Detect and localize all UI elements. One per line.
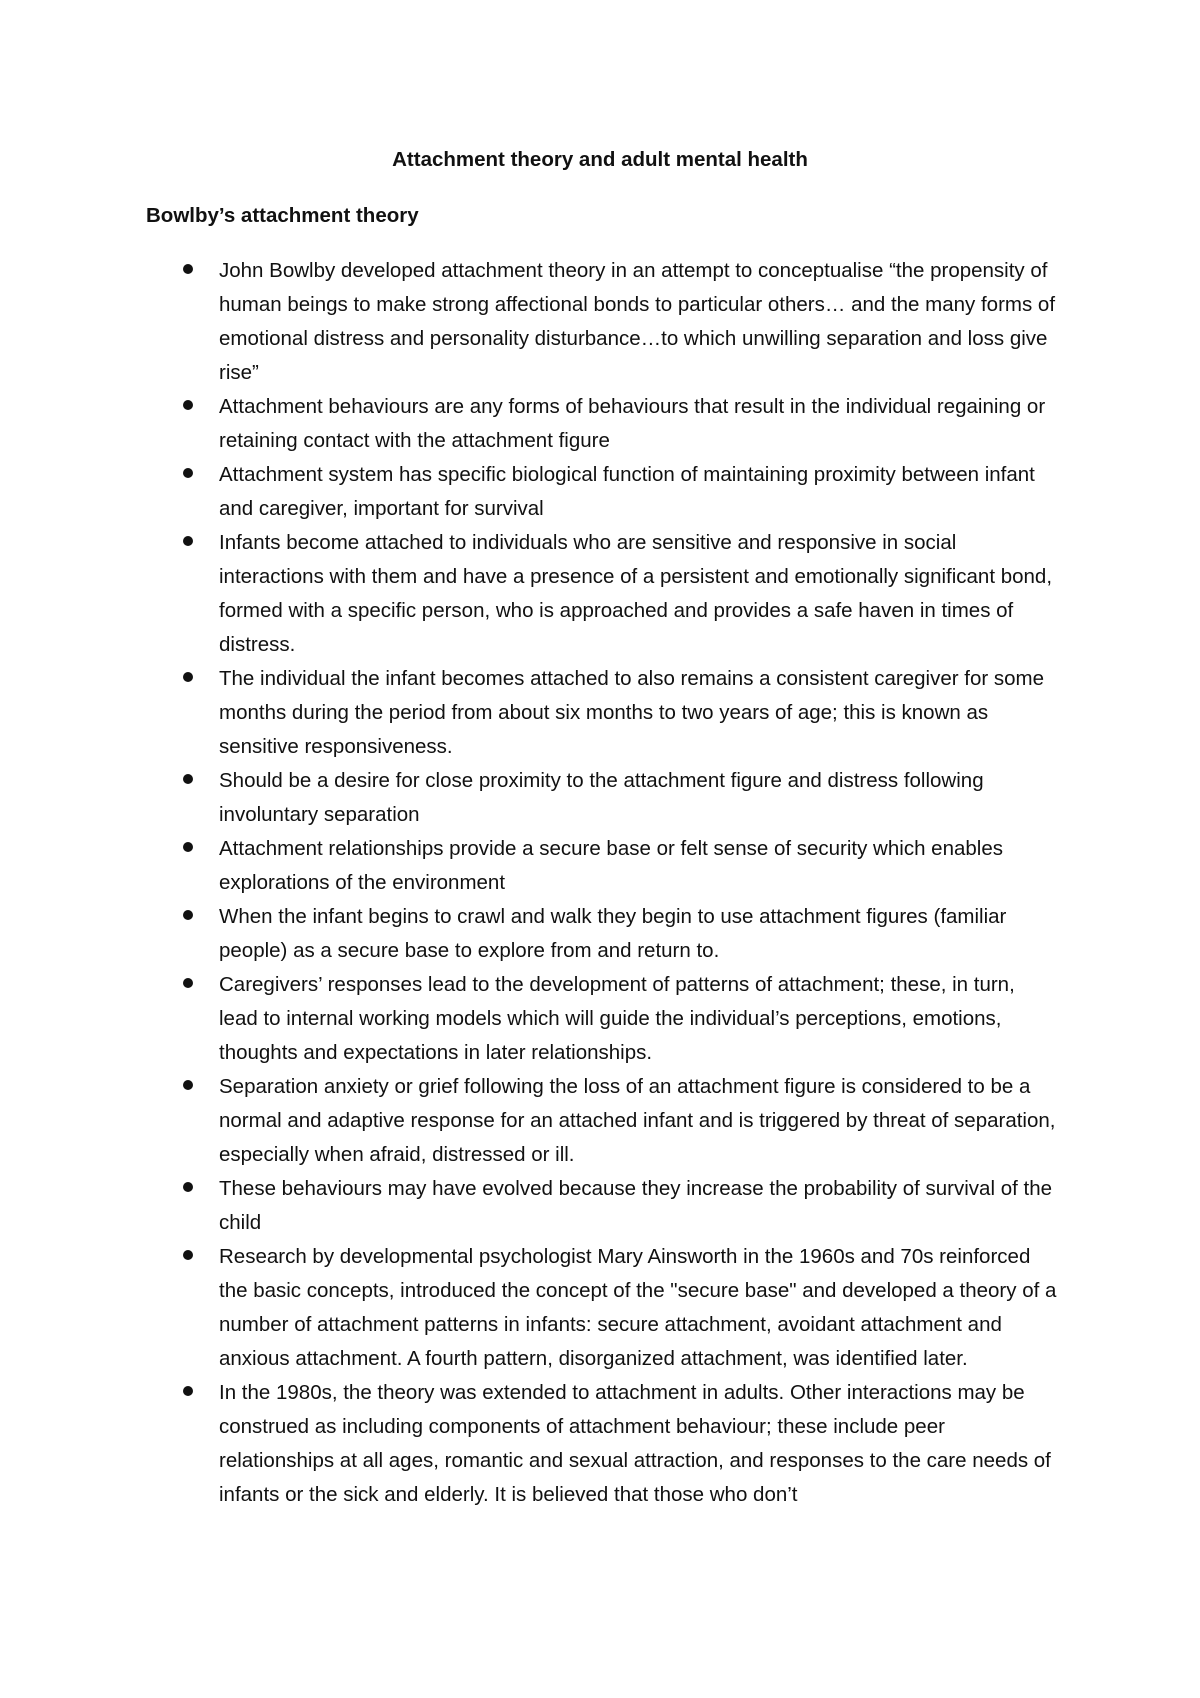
list-item xyxy=(0,1376,1057,1512)
list-item xyxy=(0,458,1057,526)
list-item xyxy=(0,1172,1057,1240)
list-item xyxy=(0,832,1057,900)
list-item xyxy=(0,1070,1057,1172)
list-item xyxy=(0,968,1057,1070)
bullet-text: John Bowlby developed attachment theory in an attempt to conceptualise “the propensity of human beings to make strong affectional bonds to particular others… and the many forms of emotional distress and personality disturbance…to which unwilling separation and loss give rise” xyxy=(219,259,1056,384)
bullet-text: Attachment behaviours are any forms of behaviours that result in the individual regaining or retaining contact with the attachment figure xyxy=(219,395,1046,452)
bullet-text: Caregivers’ responses lead to the development of patterns of attachment; these, in turn, lead to internal working models which will guide the individual’s perceptions, emotions, thoughts and expectations in later relationships. xyxy=(219,973,1015,1064)
document-title: Attachment theory and adult mental health xyxy=(392,148,808,171)
bullet-text: Research by developmental psychologist Mary Ainsworth in the 1960s and 70s reinforced the basic concepts, introduced the concept of the "secure base" and developed a theory of a number of attachment patterns in infants: secure attachment, avoidant attachment and anxious attachment. A fourth pattern, disorganized attachment, was identified later. xyxy=(219,1245,1057,1370)
bullet-icon xyxy=(183,978,193,988)
list-item xyxy=(0,254,1057,390)
bullet-text: When the infant begins to crawl and walk they begin to use attachment figures (familiar people) as a secure base to explore from and return to. xyxy=(219,905,1007,962)
list-item xyxy=(0,390,1057,458)
bullet-icon xyxy=(183,468,193,478)
bullet-text: Attachment relationships provide a secure base or felt sense of security which enables explorations of the environment xyxy=(219,837,1003,894)
bullet-icon xyxy=(183,1080,193,1090)
bullet-icon xyxy=(183,774,193,784)
bullet-icon xyxy=(183,842,193,852)
bullet-icon xyxy=(183,1182,193,1192)
list-item xyxy=(0,662,1057,764)
bullet-icon xyxy=(183,910,193,920)
bullet-icon xyxy=(183,264,193,274)
bullet-text: These behaviours may have evolved because they increase the probability of survival of the child xyxy=(219,1177,1053,1234)
bullet-icon xyxy=(183,1250,193,1260)
bullet-icon xyxy=(183,1386,193,1396)
list-item xyxy=(0,900,1057,968)
bullet-text: The individual the infant becomes attached to also remains a consistent caregiver for some months during the period from about six months to two years of age; this is known as sensitive responsiveness. xyxy=(219,667,1044,758)
bullet-icon xyxy=(183,400,193,410)
bullet-text: In the 1980s, the theory was extended to attachment in adults. Other interactions may be construed as including components of attachment behaviour; these include peer relationships at all ages, romantic and sexual attraction, and responses to the care needs of infants or the sick and elderly. It is believed that those who don’t xyxy=(219,1381,1051,1506)
list-item xyxy=(0,1240,1057,1376)
bullet-text: Infants become attached to individuals who are sensitive and responsive in social interactions with them and have a presence of a persistent and emotionally significant bond, formed with a specific person, who is approached and provides a safe haven in times of distress. xyxy=(219,531,1053,656)
bullet-icon xyxy=(183,536,193,546)
list-item xyxy=(0,764,1057,832)
bullet-text: Should be a desire for close proximity to the attachment figure and distress following involuntary separation xyxy=(219,769,984,826)
bullet-icon xyxy=(183,672,193,682)
bullet-text: Attachment system has specific biological function of maintaining proximity between infant and caregiver, important for survival xyxy=(219,463,1035,520)
list-item xyxy=(0,526,1057,662)
bullet-text: Separation anxiety or grief following the loss of an attachment figure is considered to be a normal and adaptive response for an attached infant and is triggered by threat of separation, especially when afraid, distressed or ill. xyxy=(219,1075,1056,1166)
bullet-list xyxy=(0,254,1200,1512)
section-heading: Bowlby’s attachment theory xyxy=(146,204,419,227)
